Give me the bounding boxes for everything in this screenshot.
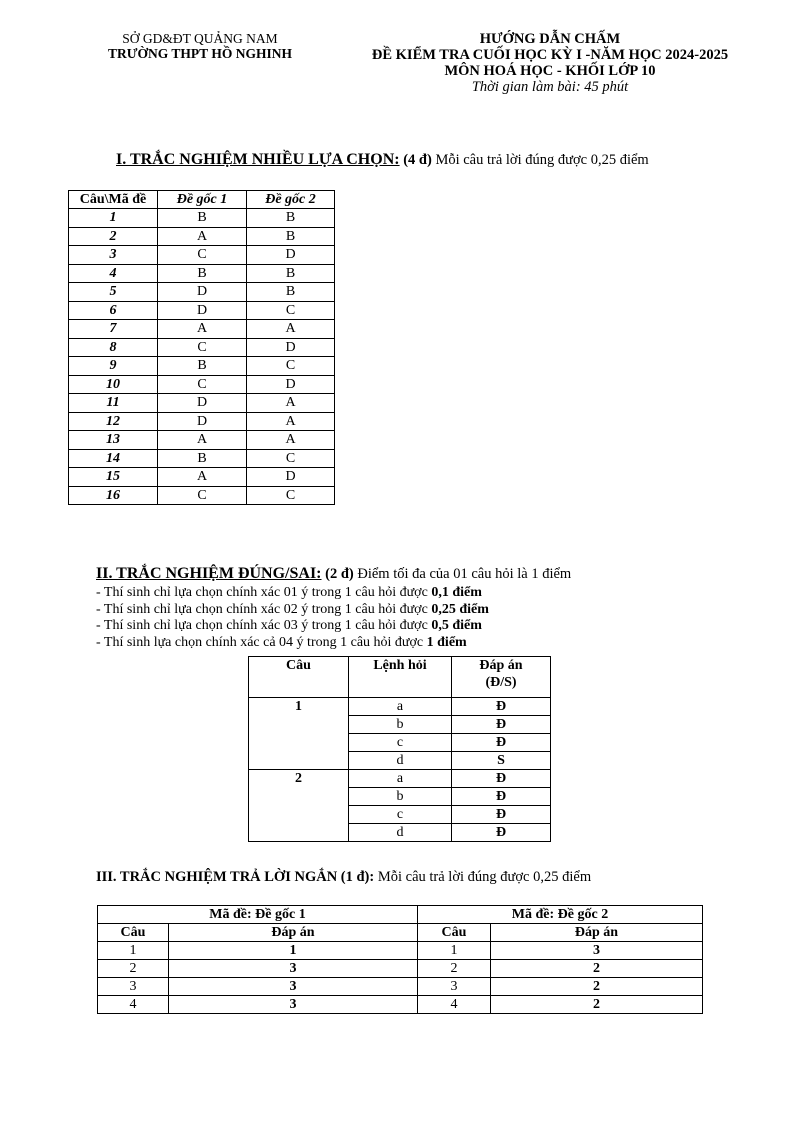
part1-title: I. TRẮC NGHIỆM NHIỀU LỰA CHỌN: (116, 151, 400, 168)
statement-letter: c (349, 734, 452, 752)
answer-version1: C (158, 486, 247, 505)
rule-line: - Thí sinh chỉ lựa chọn chính xác 02 ý trong 1 câu hỏi được 0,25 điểm (96, 601, 489, 617)
question-number: 15 (69, 468, 158, 487)
col-header-statement: Lệnh hỏi (349, 657, 452, 698)
answer-version1: A (158, 468, 247, 487)
question-number: 2 (98, 960, 169, 978)
answer-value: 2 (491, 978, 703, 996)
table-row (69, 320, 335, 339)
statement-letter: b (349, 716, 452, 734)
part3-answer-table (97, 905, 703, 1014)
answer-version2: A (247, 431, 335, 450)
part1-points: (4 đ) (403, 152, 432, 168)
table-row (69, 246, 335, 265)
answer-value: Đ (452, 788, 551, 806)
answer-version1: C (158, 246, 247, 265)
question-number: 5 (69, 283, 158, 302)
question-number: 9 (69, 357, 158, 376)
answer-value: Đ (452, 806, 551, 824)
question-number: 2 (69, 227, 158, 246)
table-row (69, 449, 335, 468)
question-number: 16 (69, 486, 158, 505)
answer-version2: B (247, 264, 335, 283)
question-number: 1 (69, 209, 158, 228)
answer-value: 2 (491, 996, 703, 1014)
answer-value: Đ (452, 716, 551, 734)
answer-value: 3 (169, 978, 418, 996)
time-limit: Thời gian làm bài: 45 phút (471, 79, 629, 95)
answer-version2: A (247, 412, 335, 431)
question-number: 2 (249, 770, 349, 842)
answer-version1: C (158, 375, 247, 394)
question-number: 14 (69, 449, 158, 468)
part3-title: III. TRẮC NGHIỆM TRẢ LỜI NGẮN (1 đ): (96, 869, 375, 885)
statement-letter: d (349, 752, 452, 770)
part2-note: Điểm tối đa của 01 câu hỏi là 1 điểm (357, 566, 572, 582)
table-row (69, 209, 335, 228)
question-number: 1 (249, 698, 349, 770)
answer-value: Đ (452, 734, 551, 752)
answer-version1: B (158, 264, 247, 283)
statement-letter: a (349, 698, 452, 716)
statement-letter: d (349, 824, 452, 842)
answer-version1: A (158, 431, 247, 450)
part1-heading (116, 151, 649, 169)
subject-title: MÔN HOÁ HỌC - KHỐI LỚP 10 (444, 63, 656, 79)
answer-version1: C (158, 338, 247, 357)
table-group-row (98, 906, 703, 924)
table-row (69, 264, 335, 283)
table-row (69, 486, 335, 505)
question-number: 4 (418, 996, 491, 1014)
table-row (98, 996, 703, 1014)
table-row (69, 338, 335, 357)
table-row (69, 412, 335, 431)
part3-note: Mỗi câu trả lời đúng được 0,25 điểm (377, 869, 592, 885)
part1-note: Mỗi câu trả lời đúng được 0,25 điểm (435, 152, 649, 168)
answer-version1: B (158, 209, 247, 228)
table-row (69, 283, 335, 302)
table-row (69, 357, 335, 376)
question-number: 3 (69, 246, 158, 265)
col-header-version1: Đề gốc 1 (158, 191, 247, 209)
question-number: 1 (418, 942, 491, 960)
answer-version2: B (247, 227, 335, 246)
answer-value: 1 (169, 942, 418, 960)
question-number: 3 (418, 978, 491, 996)
group-header-version1: Mã đề: Đề gốc 1 (98, 906, 418, 924)
question-number: 8 (69, 338, 158, 357)
department-name: SỞ GD&ĐT QUẢNG NAM (122, 31, 278, 46)
answer-version1: B (158, 357, 247, 376)
part2-points: (2 đ) (325, 566, 354, 582)
answer-version2: D (247, 338, 335, 357)
part3-heading (96, 869, 591, 886)
answer-version2: D (247, 246, 335, 265)
answer-version2: A (247, 320, 335, 339)
table-row (69, 227, 335, 246)
answer-version1: D (158, 283, 247, 302)
table-row (69, 468, 335, 487)
question-number: 12 (69, 412, 158, 431)
rule-line: - Thí sinh chỉ lựa chọn chính xác 01 ý trong 1 câu hỏi được 0,1 điểm (96, 585, 482, 600)
question-number: 4 (69, 264, 158, 283)
answer-version2: C (247, 357, 335, 376)
col-header-question: Câu (249, 657, 349, 698)
table-row (249, 698, 551, 716)
question-number: 11 (69, 394, 158, 413)
answer-version2: D (247, 375, 335, 394)
school-name: TRƯỜNG THPT HỒ NGHINH (108, 46, 292, 61)
table-row (249, 770, 551, 788)
answer-value: 3 (169, 996, 418, 1014)
table-row (69, 394, 335, 413)
part2-heading (96, 565, 571, 583)
answer-value: 2 (491, 960, 703, 978)
answer-value: 3 (491, 942, 703, 960)
part2-title: II. TRẮC NGHIỆM ĐÚNG/SAI: (96, 565, 322, 582)
col-header-question: Câu\Mã đề (69, 191, 158, 209)
statement-letter: b (349, 788, 452, 806)
answer-version2: A (247, 394, 335, 413)
table-header-row (98, 924, 703, 942)
part2-answer-table (248, 656, 551, 842)
col-header-version2: Đề gốc 2 (247, 191, 335, 209)
question-number: 7 (69, 320, 158, 339)
table-row (98, 978, 703, 996)
question-number: 13 (69, 431, 158, 450)
col-header-answer: Đáp án (169, 924, 418, 942)
answer-version1: D (158, 412, 247, 431)
question-number: 4 (98, 996, 169, 1014)
table-row (69, 301, 335, 320)
part1-answer-table (68, 190, 335, 505)
table-header-row (249, 657, 551, 698)
school-header (80, 31, 320, 61)
answer-version2: B (247, 283, 335, 302)
col-header-answer: Đáp án (Đ/S) (452, 657, 551, 698)
statement-letter: c (349, 806, 452, 824)
answer-value: Đ (452, 698, 551, 716)
col-header-question: Câu (98, 924, 169, 942)
question-number: 10 (69, 375, 158, 394)
answer-version1: B (158, 449, 247, 468)
col-header-question: Câu (418, 924, 491, 942)
answer-version2: C (247, 449, 335, 468)
question-number: 6 (69, 301, 158, 320)
rule-line: - Thí sinh lựa chọn chính xác cả 04 ý trong 1 câu hỏi được 1 điểm (96, 634, 467, 650)
answer-value: S (452, 752, 551, 770)
answer-version1: D (158, 301, 247, 320)
question-number: 3 (98, 978, 169, 996)
statement-letter: a (349, 770, 452, 788)
group-header-version2: Mã đề: Đề gốc 2 (418, 906, 703, 924)
rule-line: - Thí sinh chỉ lựa chọn chính xác 03 ý trong 1 câu hỏi được 0,5 điểm (96, 618, 482, 633)
answer-version2: C (247, 486, 335, 505)
answer-version1: A (158, 227, 247, 246)
answer-value: Đ (452, 824, 551, 842)
table-row (98, 960, 703, 978)
table-header-row (69, 191, 335, 209)
document-title: HƯỚNG DẪN CHẤM (479, 31, 621, 47)
answer-version2: C (247, 301, 335, 320)
answer-value: Đ (452, 770, 551, 788)
part2-rules (96, 585, 489, 651)
answer-version2: D (247, 468, 335, 487)
question-number: 2 (418, 960, 491, 978)
col-header-answer: Đáp án (491, 924, 703, 942)
answer-version1: A (158, 320, 247, 339)
answer-version1: D (158, 394, 247, 413)
table-row (69, 431, 335, 450)
answer-version2: B (247, 209, 335, 228)
document-header (340, 31, 760, 95)
answer-value: 3 (169, 960, 418, 978)
table-row (98, 942, 703, 960)
exam-title: ĐỀ KIỂM TRA CUỐI HỌC KỲ I -NĂM HỌC 2024-2025 (371, 47, 729, 63)
question-number: 1 (98, 942, 169, 960)
table-row (69, 375, 335, 394)
